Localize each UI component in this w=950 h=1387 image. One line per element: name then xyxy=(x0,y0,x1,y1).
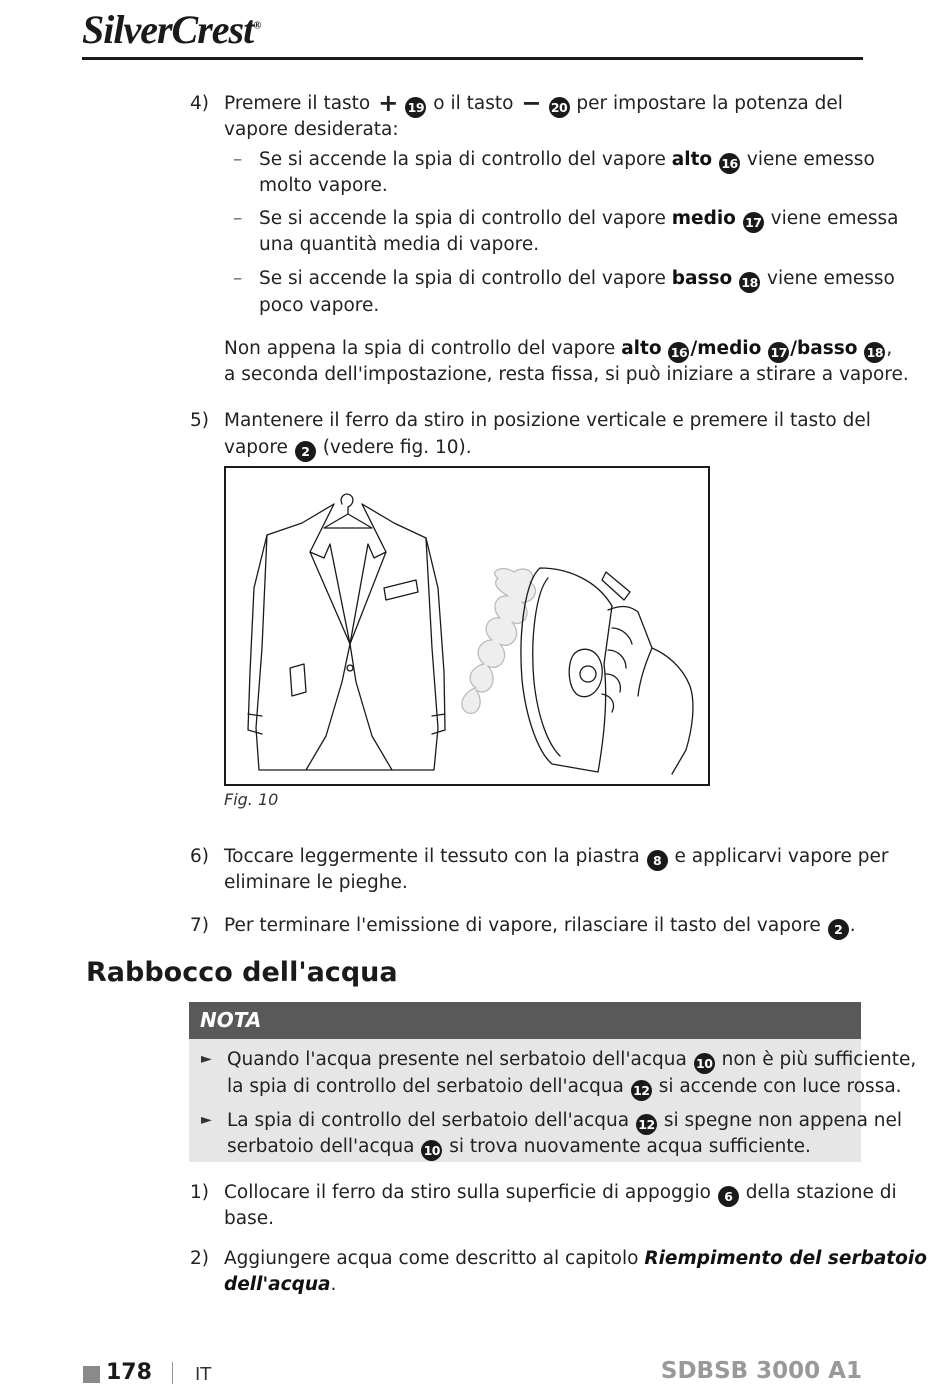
note-box xyxy=(189,1002,917,1162)
minus-icon: − xyxy=(521,89,542,117)
note-item-2-line-1: La spia di controllo del serbatoio dell'acqua 12 si spegne non appena nel xyxy=(227,1107,902,1135)
ref-marker: 17 xyxy=(743,212,764,233)
iron-dial xyxy=(569,649,602,697)
step-6-line-1: Toccare leggermente il tessuto con la piastra 8 e applicarvi vapore per xyxy=(224,843,888,871)
bullet-alto-line-1: Se si accende la spia di controllo del vapore alto 16 viene emesso xyxy=(259,146,875,174)
right-sleeve xyxy=(426,538,445,734)
language-code: IT xyxy=(195,1364,212,1385)
ref-marker: 16 xyxy=(719,153,740,174)
brand-logo: SilverCrest® xyxy=(82,7,261,52)
ref-marker: 8 xyxy=(647,850,668,871)
paragraph-line-1: Non appena la spia di controllo del vapore alto 16 /medio 17 /basso 18 , xyxy=(224,335,892,363)
step-number: 1) xyxy=(190,1182,209,1203)
page-number: 178 xyxy=(106,1360,152,1385)
refill-step-1-line-2: base. xyxy=(224,1208,274,1229)
hanger xyxy=(324,514,372,528)
dash-bullet: – xyxy=(233,208,243,229)
bullet-medio-line-1: Se si accende la spia di controllo del vapore medio 17 viene emessa xyxy=(259,205,899,233)
note-item-1-line-1: Quando l'acqua presente nel serbatoio dell'acqua 10 non è più sufficiente, xyxy=(227,1046,916,1074)
step-5-line-2: vapore 2 (vedere fig. 10). xyxy=(224,434,472,462)
steam-iron xyxy=(521,568,612,772)
hanger-hook xyxy=(341,494,353,514)
bullet-basso-line-1: Se si accende la spia di controllo del vapore basso 18 viene emesso xyxy=(259,265,895,293)
plus-icon: + xyxy=(378,89,399,117)
step-4-line-2: vapore desiderata: xyxy=(224,119,399,140)
ref-marker: 6 xyxy=(718,1186,739,1207)
triangle-bullet-icon: ► xyxy=(201,1112,212,1128)
step-number: 2) xyxy=(190,1248,209,1269)
note-item-1-line-2: la spia di controllo del serbatoio dell'acqua 12 si accende con luce rossa. xyxy=(227,1073,902,1101)
ref-marker: 2 xyxy=(295,441,316,462)
refill-step-1-line-1: Collocare il ferro da stiro sulla superficie di appoggio 6 della stazione di xyxy=(224,1179,897,1207)
ref-marker: 18 xyxy=(864,342,885,363)
side-pocket xyxy=(290,664,306,696)
ref-marker: 10 xyxy=(421,1140,442,1161)
step-4-line-1: Premere il tasto + 19 o il tasto − 20 per impostare la potenza del xyxy=(224,89,843,117)
figure-caption: Fig. 10 xyxy=(224,790,279,809)
model-number: SDBSB 3000 A1 xyxy=(660,1358,862,1384)
bullet-medio-line-2: una quantità media di vapore. xyxy=(259,234,540,255)
step-5-line-1: Mantenere il ferro da stiro in posizione verticale e premere il tasto del xyxy=(224,410,871,431)
jacket-steam-iron-illustration xyxy=(226,468,708,784)
ref-marker: 17 xyxy=(768,342,789,363)
triangle-bullet-icon: ► xyxy=(201,1051,212,1067)
dash-bullet: – xyxy=(233,149,243,170)
step-number: 5) xyxy=(190,410,209,431)
step-number: 7) xyxy=(190,915,209,936)
note-header xyxy=(189,1002,861,1039)
header-rule xyxy=(82,57,863,60)
bullet-alto-line-2: molto vapore. xyxy=(259,175,388,196)
step-6-line-2: eliminare le pieghe. xyxy=(224,872,408,893)
bullet-basso-line-2: poco vapore. xyxy=(259,295,380,316)
page-marker-square xyxy=(83,1366,100,1383)
ref-marker: 19 xyxy=(405,97,426,118)
ref-marker: 20 xyxy=(549,97,570,118)
step-number: 6) xyxy=(190,846,209,867)
ref-marker: 12 xyxy=(631,1080,652,1101)
ref-marker: 16 xyxy=(668,342,689,363)
breast-pocket xyxy=(384,580,418,600)
ref-marker: 18 xyxy=(739,272,760,293)
ref-marker: 12 xyxy=(636,1114,657,1135)
paragraph-line-2: a seconda dell'impostazione, resta fissa, si può iniziare a stirare a vapore. xyxy=(224,364,909,385)
ref-marker: 10 xyxy=(694,1053,715,1074)
steam-cloud xyxy=(462,569,536,714)
refill-step-2-line-1: Aggiungere acqua come descritto al capitolo Riempimento del serbatoio xyxy=(224,1248,927,1269)
dash-bullet: – xyxy=(233,268,243,289)
hand xyxy=(602,607,693,775)
refill-step-2-line-2: dell'acqua. xyxy=(224,1274,337,1295)
ref-marker: 2 xyxy=(828,919,849,940)
step-number: 4) xyxy=(190,93,209,114)
step-7-line-1: Per terminare l'emissione di vapore, rilasciare il tasto del vapore 2 . xyxy=(224,912,856,940)
note-title: NOTA xyxy=(200,1008,262,1032)
section-heading: Rabbocco dell'acqua xyxy=(86,957,398,988)
note-item-2-line-2: serbatoio dell'acqua 10 si trova nuovamente acqua sufficiente. xyxy=(227,1133,811,1161)
figure-10 xyxy=(224,466,710,786)
footer-divider xyxy=(172,1362,173,1384)
